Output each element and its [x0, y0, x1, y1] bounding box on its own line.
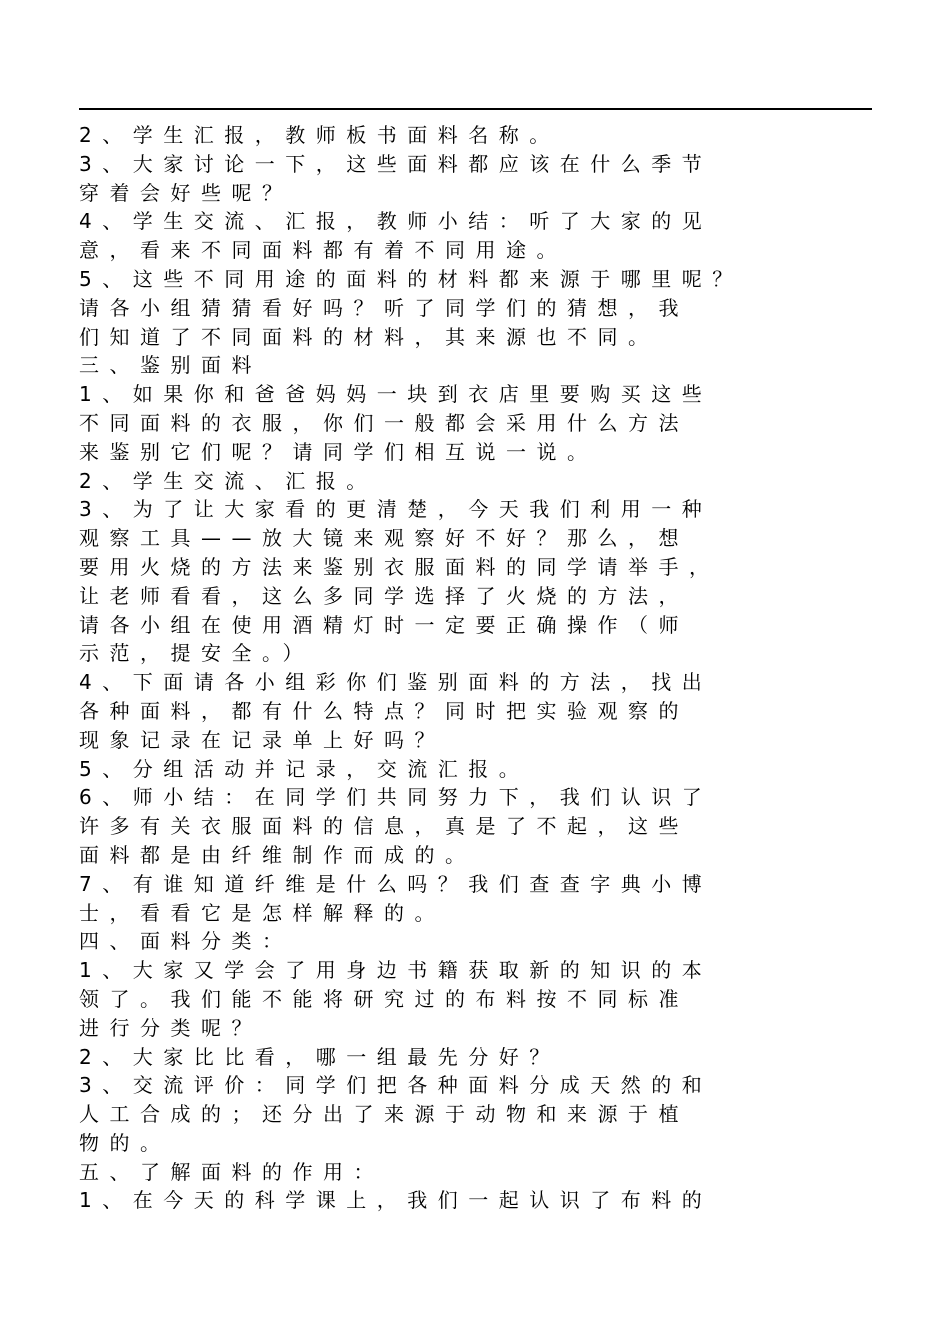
text-line: 面料都是由纤维制作而成的。	[79, 842, 476, 867]
text-line: 要用火烧的方法来鉴别衣服面料的同学请举手，	[79, 554, 720, 579]
text-line: 3、为了让大家看的更清楚，今天我们利用一种	[79, 497, 713, 522]
text-line: 请各小组在使用酒精灯时一定要正确操作（师	[79, 612, 689, 637]
section-heading: 三、鉴别面料	[79, 353, 262, 378]
text-line: 们知道了不同面料的材料，其来源也不同。	[79, 324, 659, 349]
text-line: 3、大家讨论一下，这些面料都应该在什么季节	[79, 151, 713, 176]
text-line: 让老师看看，这么多同学选择了火烧的方法，	[79, 583, 689, 608]
text-line: 许多有关衣服面料的信息，真是了不起，这些	[79, 814, 689, 839]
text-line: 物的。	[79, 1130, 171, 1155]
text-line: 进行分类呢？	[79, 1015, 262, 1040]
text-line: 1、在今天的科学课上，我们一起认识了布料的	[79, 1188, 713, 1213]
document-body	[79, 121, 889, 1215]
text-line: 2、学生汇报，教师板书面料名称。	[79, 123, 560, 147]
text-line: 6、师小结：在同学们共同努力下，我们认识了	[79, 785, 713, 810]
text-line: 现象记录在记录单上好吗？	[79, 727, 445, 752]
text-line: 领了。我们能不能将研究过的布料按不同标准	[79, 986, 689, 1011]
text-line: 人工合成的；还分出了来源于动物和来源于植	[79, 1102, 689, 1127]
text-line: 穿着会好些呢？	[79, 180, 293, 205]
text-line: 士，看看它是怎样解释的。	[79, 900, 445, 925]
text-line: 4、下面请各小组彩你们鉴别面料的方法，找出	[79, 670, 713, 695]
header-rule	[79, 108, 872, 110]
section-heading: 五、了解面料的作用：	[79, 1159, 384, 1184]
text-line: 3、交流评价：同学们把各种面料分成天然的和	[79, 1073, 713, 1098]
text-line: 7、有谁知道纤维是什么吗？我们查查字典小博	[79, 871, 713, 896]
section-heading: 四、面料分类：	[79, 929, 293, 954]
text-line: 请各小组猜猜看好吗？听了同学们的猜想，我	[79, 295, 689, 320]
text-line: 5、分组活动并记录，交流汇报。	[79, 756, 530, 781]
text-line: 2、学生交流、汇报。	[79, 468, 377, 493]
text-line: 4、学生交流、汇报，教师小结：听了大家的见	[79, 209, 713, 234]
text-line: 1、大家又学会了用身边书籍获取新的知识的本	[79, 958, 713, 983]
text-line: 来鉴别它们呢？请同学们相互说一说。	[79, 439, 598, 464]
text-line: 各种面料，都有什么特点？同时把实验观察的	[79, 698, 689, 723]
text-line: 1、如果你和爸爸妈妈一块到衣店里要购买这些	[79, 382, 713, 407]
text-line: 示范，提安全。）	[79, 641, 313, 666]
text-line: 意，看来不同面料都有着不同用途。	[79, 238, 567, 263]
text-line: 不同面料的衣服，你们一般都会采用什么方法	[79, 410, 689, 435]
text-line: 观察工具——放大镜来观察好不好？那么，想	[79, 526, 689, 551]
text-line: 5、这些不同用途的面料的材料都来源于哪里呢？	[79, 266, 743, 291]
text-line: 2、大家比比看，哪一组最先分好？	[79, 1044, 560, 1069]
